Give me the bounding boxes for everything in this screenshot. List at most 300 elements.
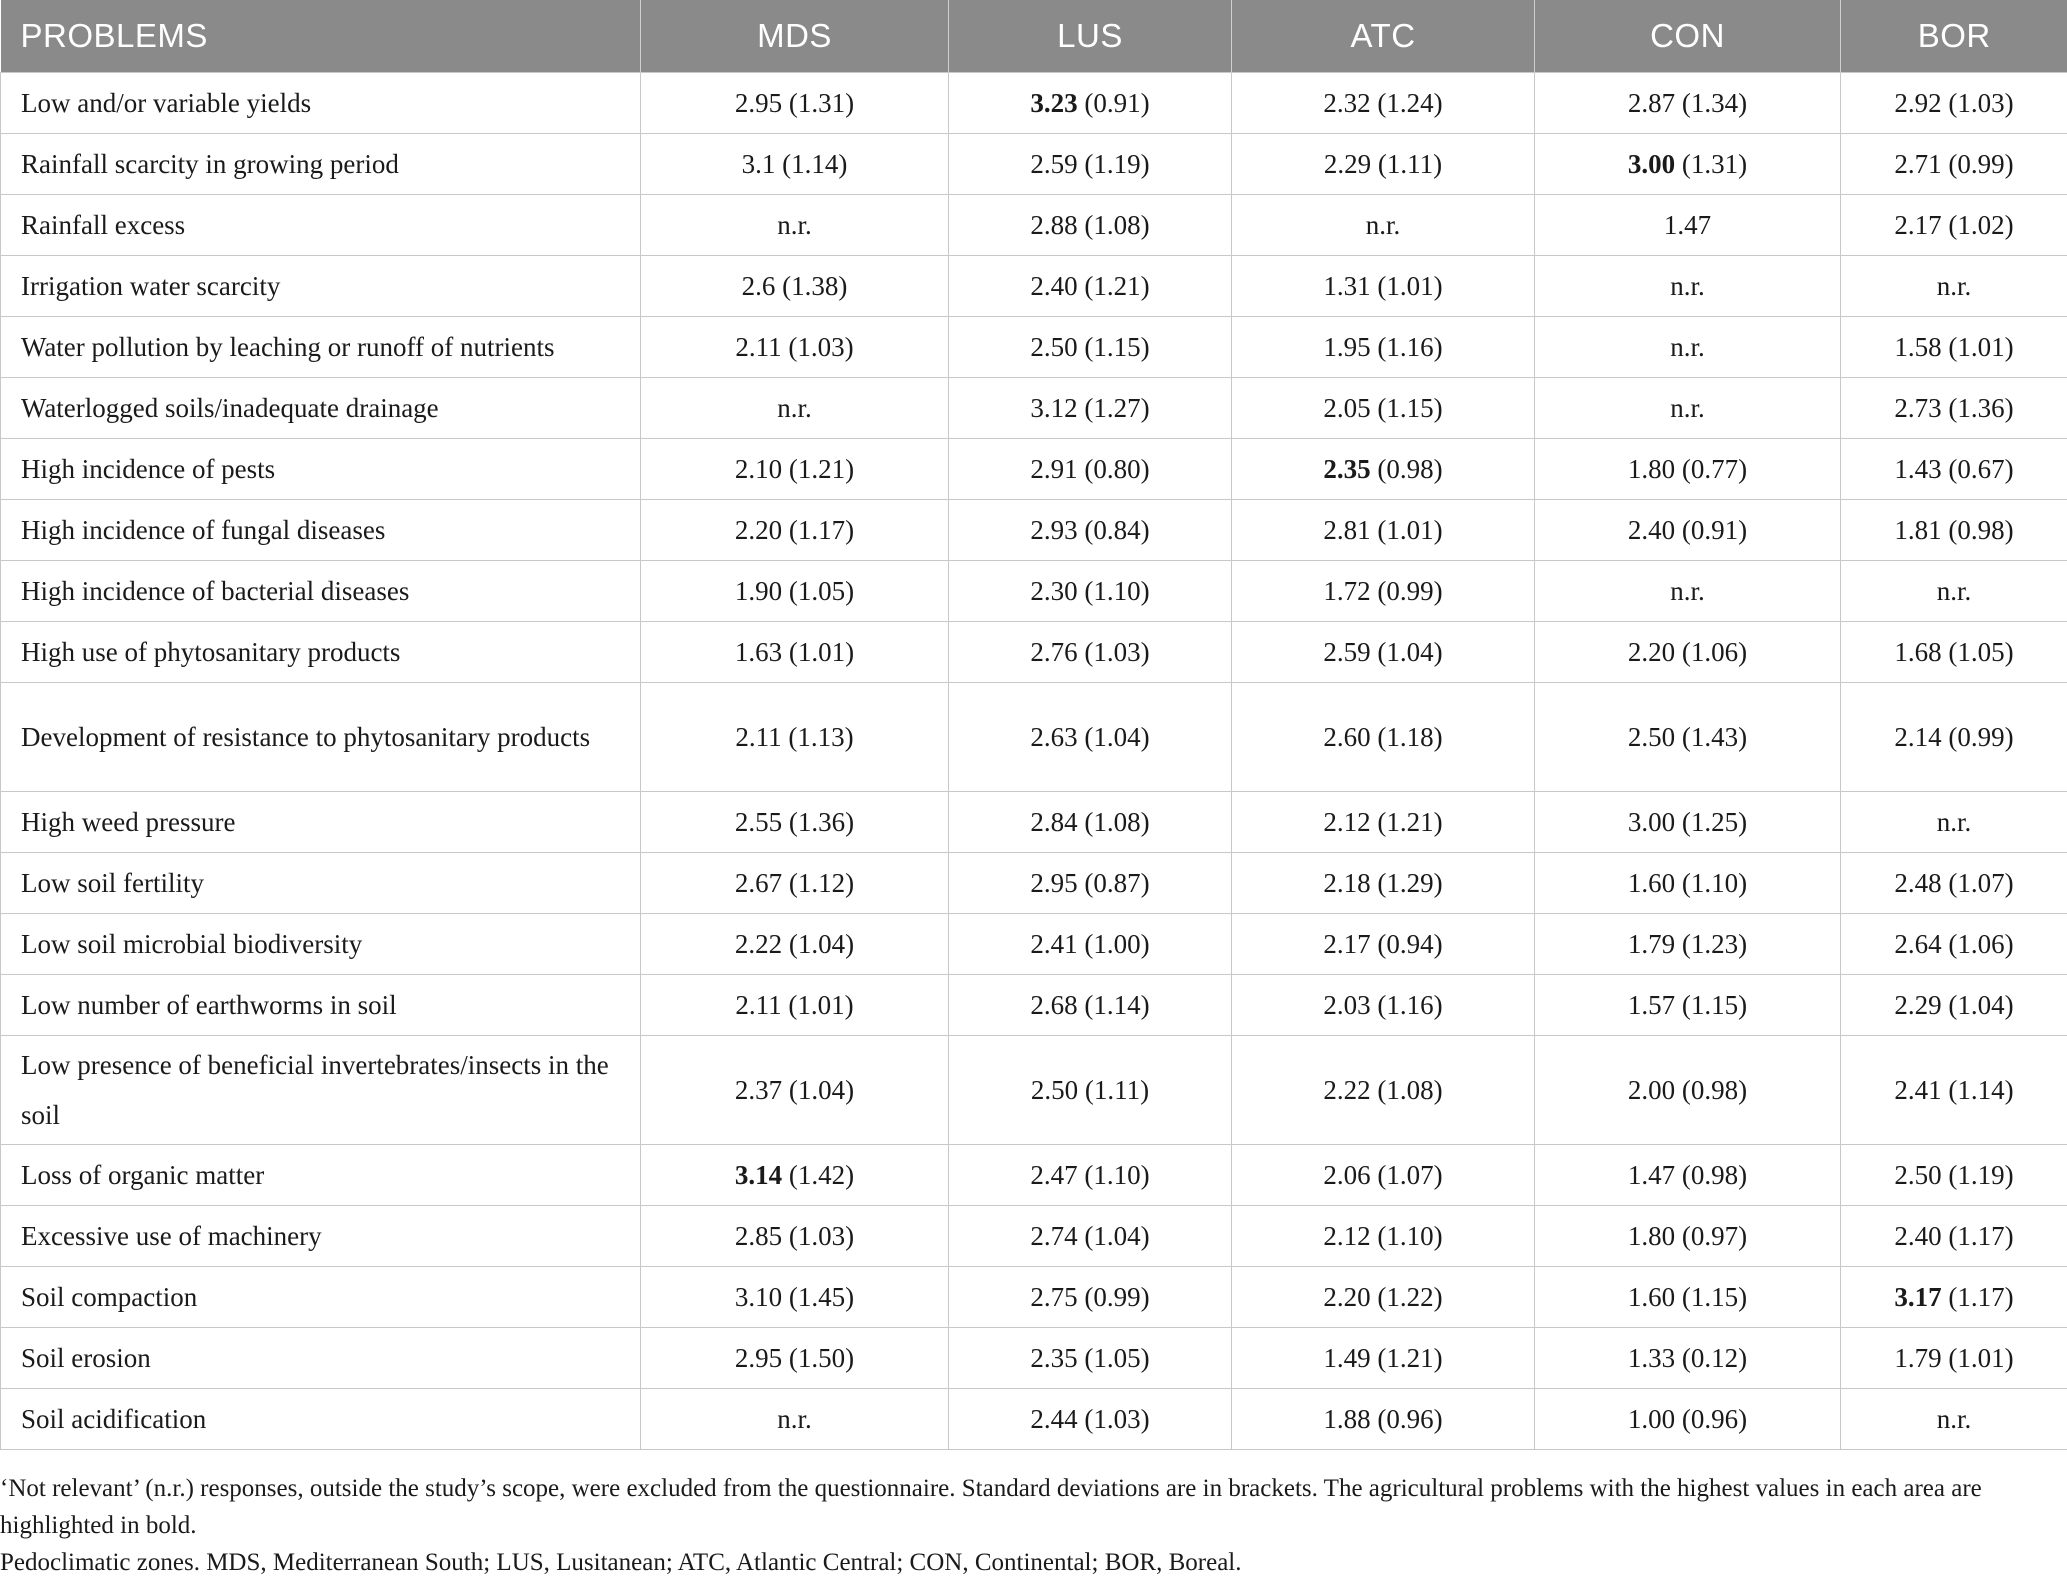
table-row: [1, 1389, 2067, 1450]
value-cell: [1535, 439, 1841, 500]
value-cell: [1535, 1145, 1841, 1206]
mean-value: n.r.: [777, 210, 812, 240]
sd-value: (1.04): [1948, 990, 2014, 1020]
sd-value: (0.98): [1948, 515, 2014, 545]
value-cell: [1535, 1036, 1841, 1145]
mean-value: 1.49: [1323, 1343, 1371, 1373]
value-cell: [949, 500, 1232, 561]
mean-value: 1.57: [1627, 990, 1676, 1020]
sd-value: (0.98): [1377, 454, 1443, 484]
mean-value: 1.80: [1627, 454, 1676, 484]
sd-value: (1.21): [1084, 271, 1150, 301]
column-header-con: CON: [1535, 0, 1841, 73]
mean-value: 1.80: [1627, 1221, 1676, 1251]
value-cell: [641, 500, 949, 561]
value-cell: [949, 195, 1232, 256]
sd-value: (1.27): [1084, 393, 1150, 423]
mean-value: 3.00: [1627, 807, 1676, 837]
value-cell: [1841, 792, 2067, 853]
mean-value: n.r.: [1670, 576, 1705, 606]
value-cell: [1232, 1145, 1535, 1206]
sd-value: (1.08): [1377, 1075, 1443, 1105]
value-cell: [1232, 1328, 1535, 1389]
value-cell: [1232, 792, 1535, 853]
value-cell: [1232, 914, 1535, 975]
value-cell: [1535, 317, 1841, 378]
sd-value: (1.03): [788, 1221, 855, 1251]
mean-value: 1.33: [1627, 1343, 1676, 1373]
table-row: [1, 73, 2067, 134]
problem-cell: High incidence of fungal diseases: [1, 500, 641, 561]
value-cell: [949, 1206, 1232, 1267]
sd-value: (1.01): [788, 637, 855, 667]
sd-value: (1.31): [788, 88, 855, 118]
mean-value: 2.40: [1627, 515, 1676, 545]
mean-value: 2.05: [1323, 393, 1371, 423]
value-cell: [949, 378, 1232, 439]
mean-value: n.r.: [1936, 576, 1972, 606]
table-row: [1, 792, 2067, 853]
problem-cell: Water pollution by leaching or runoff of nutrients: [1, 317, 641, 378]
mean-value: 1.88: [1323, 1404, 1371, 1434]
value-cell: [1535, 195, 1841, 256]
table-row: [1, 1267, 2067, 1328]
mean-value: 2.29: [1894, 990, 1942, 1020]
sd-value: (1.11): [1084, 1075, 1150, 1105]
sd-value: (1.11): [1377, 149, 1443, 179]
mean-value: n.r.: [1670, 271, 1705, 301]
sd-value: (1.01): [1948, 1343, 2014, 1373]
value-cell: [1841, 622, 2067, 683]
mean-value: 2.74: [1030, 1221, 1078, 1251]
mean-value: 2.22: [734, 929, 783, 959]
mean-value: 2.50: [1627, 722, 1676, 752]
sd-value: (0.98): [1681, 1160, 1748, 1190]
header-row: [1, 0, 2067, 73]
sd-value: (1.07): [1948, 868, 2014, 898]
value-cell: [1232, 256, 1535, 317]
mean-value: 3.1: [741, 149, 776, 179]
mean-value: n.r.: [777, 1404, 812, 1434]
sd-value: (1.17): [788, 515, 855, 545]
sd-value: (1.38): [782, 271, 848, 301]
sd-value: (0.94): [1377, 929, 1443, 959]
value-cell: [641, 622, 949, 683]
value-cell: [1535, 378, 1841, 439]
problem-cell: Waterlogged soils/inadequate drainage: [1, 378, 641, 439]
value-cell: [641, 1328, 949, 1389]
value-cell: [949, 73, 1232, 134]
sd-value: (1.15): [1084, 332, 1150, 362]
sd-value: (1.15): [1681, 990, 1748, 1020]
value-cell: [949, 317, 1232, 378]
mean-value: 2.92: [1894, 88, 1942, 118]
sd-value: (1.17): [1948, 1282, 2014, 1312]
mean-value: 2.10: [734, 454, 783, 484]
value-cell: [949, 853, 1232, 914]
problem-cell: Excessive use of machinery: [1, 1206, 641, 1267]
value-cell: [949, 914, 1232, 975]
mean-value: 2.85: [734, 1221, 783, 1251]
sd-value: (1.05): [1084, 1343, 1150, 1373]
value-cell: [1535, 256, 1841, 317]
value-cell: [949, 792, 1232, 853]
value-cell: [949, 1267, 1232, 1328]
sd-value: (1.14): [782, 149, 848, 179]
value-cell: [1535, 1267, 1841, 1328]
value-cell: [1232, 1267, 1535, 1328]
table-header: [1, 0, 2067, 73]
value-cell: [641, 195, 949, 256]
value-cell: [641, 975, 949, 1036]
value-cell: [1535, 1206, 1841, 1267]
sd-value: (1.01): [1377, 271, 1443, 301]
footnote: ‘Not relevant’ (n.r.) responses, outside the study’s scope, were excluded from the questionnaire. Standard deviations are in brackets. The agricultural problems with the highest values in each area are highlighted in bold.: [0, 1475, 1982, 1539]
sd-value: (1.21): [788, 454, 855, 484]
table-row: [1, 378, 2067, 439]
value-cell: [1535, 1389, 1841, 1450]
sd-value: (1.03): [788, 332, 854, 362]
sd-value: (0.77): [1681, 454, 1748, 484]
value-cell: [949, 134, 1232, 195]
sd-value: (1.06): [1948, 929, 2014, 959]
sd-value: (1.42): [788, 1160, 855, 1190]
sd-value: (0.99): [1948, 149, 2014, 179]
value-cell: [1841, 1036, 2067, 1145]
mean-value: 2.35: [1323, 454, 1371, 484]
value-cell: [1232, 73, 1535, 134]
value-cell: [1841, 439, 2067, 500]
value-cell: [1232, 1206, 1535, 1267]
mean-value: 2.11: [735, 332, 782, 362]
mean-value: 2.93: [1030, 515, 1078, 545]
table-row: [1, 1036, 2067, 1145]
mean-value: n.r.: [1365, 210, 1401, 240]
sd-value: (1.36): [788, 807, 855, 837]
value-cell: [1232, 853, 1535, 914]
value-cell: [949, 439, 1232, 500]
problem-cell: Low presence of beneficial invertebrates/insects in the soil: [1, 1036, 641, 1145]
value-cell: [1232, 1036, 1535, 1145]
value-cell: [641, 853, 949, 914]
sd-value: (0.97): [1681, 1221, 1748, 1251]
mean-value: 3.12: [1030, 393, 1078, 423]
sd-value: (0.84): [1084, 515, 1150, 545]
mean-value: n.r.: [1936, 807, 1972, 837]
value-cell: [1232, 683, 1535, 792]
column-header-bor: BOR: [1841, 0, 2067, 73]
mean-value: 2.64: [1894, 929, 1942, 959]
mean-value: 2.59: [1030, 149, 1078, 179]
value-cell: [641, 317, 949, 378]
sd-value: (1.43): [1681, 722, 1748, 752]
value-cell: [641, 1206, 949, 1267]
value-cell: [1841, 561, 2067, 622]
value-cell: [1535, 561, 1841, 622]
table-row: [1, 914, 2067, 975]
mean-value: 2.11: [735, 722, 782, 752]
problem-cell: Soil erosion: [1, 1328, 641, 1389]
mean-value: 2.14: [1894, 722, 1942, 752]
value-cell: [1841, 1145, 2067, 1206]
sd-value: (1.13): [788, 722, 854, 752]
sd-value: (1.17): [1948, 1221, 2014, 1251]
value-cell: [1535, 792, 1841, 853]
table-row: [1, 1145, 2067, 1206]
sd-value: (0.67): [1948, 454, 2014, 484]
table-row: [1, 1206, 2067, 1267]
sd-value: (1.19): [1084, 149, 1150, 179]
mean-value: n.r.: [1670, 332, 1705, 362]
sd-value: (1.04): [1084, 1221, 1150, 1251]
mean-value: 2.12: [1323, 1221, 1371, 1251]
mean-value: 2.88: [1030, 210, 1078, 240]
sd-value: (1.29): [1377, 868, 1443, 898]
mean-value: 2.37: [734, 1075, 783, 1105]
sd-value: (1.04): [1084, 722, 1150, 752]
sd-value: (1.04): [788, 1075, 855, 1105]
mean-value: n.r.: [777, 393, 812, 423]
sd-value: (1.21): [1377, 807, 1443, 837]
value-cell: [1535, 914, 1841, 975]
mean-value: 1.58: [1894, 332, 1942, 362]
value-cell: [1841, 256, 2067, 317]
value-cell: [641, 134, 949, 195]
sd-value: (1.06): [1681, 637, 1748, 667]
sd-value: (1.36): [1948, 393, 2014, 423]
sd-value: (1.10): [1084, 1160, 1150, 1190]
value-cell: [641, 378, 949, 439]
value-cell: [641, 1389, 949, 1450]
mean-value: 3.10: [734, 1282, 783, 1312]
sd-value: (1.04): [788, 929, 855, 959]
sd-value: (1.16): [1377, 332, 1443, 362]
mean-value: 2.95: [734, 88, 783, 118]
mean-value: 2.29: [1323, 149, 1372, 179]
value-cell: [1232, 195, 1535, 256]
sd-value: (1.19): [1948, 1160, 2014, 1190]
sd-value: (1.01): [1948, 332, 2014, 362]
mean-value: n.r.: [1670, 393, 1705, 423]
mean-value: 2.71: [1894, 149, 1942, 179]
problem-cell: Rainfall scarcity in growing period: [1, 134, 641, 195]
value-cell: [1841, 500, 2067, 561]
sd-value: (1.23): [1681, 929, 1748, 959]
value-cell: [1535, 853, 1841, 914]
mean-value: 2.95: [1030, 868, 1078, 898]
sd-value: (1.01): [788, 990, 854, 1020]
mean-value: 2.84: [1030, 807, 1078, 837]
sd-value: (0.98): [1681, 1075, 1748, 1105]
sd-value: (1.10): [1681, 868, 1748, 898]
mean-value: 2.68: [1030, 990, 1078, 1020]
mean-value: n.r.: [1936, 1404, 1972, 1434]
sd-value: (0.96): [1681, 1404, 1748, 1434]
sd-value: (1.15): [1377, 393, 1443, 423]
value-cell: [1232, 975, 1535, 1036]
mean-value: 2.50: [1894, 1160, 1942, 1190]
mean-value: 1.00: [1627, 1404, 1676, 1434]
mean-value: 2.91: [1030, 454, 1078, 484]
mean-value: 2.76: [1030, 637, 1078, 667]
value-cell: [641, 256, 949, 317]
problem-cell: High incidence of bacterial diseases: [1, 561, 641, 622]
problem-cell: Rainfall excess: [1, 195, 641, 256]
sd-value: (0.99): [1377, 576, 1443, 606]
mean-value: 2.00: [1627, 1075, 1676, 1105]
value-cell: [1535, 683, 1841, 792]
sd-value: (1.24): [1377, 88, 1443, 118]
sd-value: (1.10): [1377, 1221, 1443, 1251]
value-cell: [1841, 378, 2067, 439]
mean-value: 2.35: [1030, 1343, 1078, 1373]
sd-value: (1.07): [1377, 1160, 1443, 1190]
value-cell: [641, 73, 949, 134]
value-cell: [949, 1389, 1232, 1450]
sd-value: (0.87): [1084, 868, 1150, 898]
sd-value: (1.05): [788, 576, 855, 606]
sd-value: (1.50): [788, 1343, 855, 1373]
mean-value: 1.47: [1627, 1160, 1676, 1190]
value-cell: [641, 1145, 949, 1206]
mean-value: 2.75: [1030, 1282, 1078, 1312]
mean-value: 2.63: [1030, 722, 1078, 752]
mean-value: 2.44: [1030, 1404, 1078, 1434]
mean-value: 2.06: [1323, 1160, 1371, 1190]
column-header-atc: ATC: [1232, 0, 1535, 73]
column-header-lus: LUS: [949, 0, 1232, 73]
column-header-problems: PROBLEMS: [1, 0, 641, 73]
mean-value: 2.60: [1323, 722, 1371, 752]
value-cell: [1232, 500, 1535, 561]
value-cell: [641, 439, 949, 500]
sd-value: (1.14): [1948, 1075, 2014, 1105]
table-row: [1, 195, 2067, 256]
mean-value: 2.20: [1323, 1282, 1371, 1312]
mean-value: 3.14: [734, 1160, 783, 1190]
problem-cell: Low and/or variable yields: [1, 73, 641, 134]
mean-value: 2.50: [1030, 332, 1078, 362]
value-cell: [949, 975, 1232, 1036]
mean-value: 2.20: [734, 515, 783, 545]
problem-cell: Loss of organic matter: [1, 1145, 641, 1206]
sd-value: (1.22): [1377, 1282, 1443, 1312]
table-row: [1, 500, 2067, 561]
mean-value: 1.81: [1894, 515, 1942, 545]
value-cell: [949, 622, 1232, 683]
mean-value: 2.11: [735, 990, 782, 1020]
mean-value: 2.40: [1894, 1221, 1942, 1251]
value-cell: [1841, 1389, 2067, 1450]
sd-value: (1.00): [1084, 929, 1150, 959]
value-cell: [1841, 914, 2067, 975]
mean-value: 1.47: [1663, 210, 1712, 240]
value-cell: [1232, 561, 1535, 622]
value-cell: [1232, 1389, 1535, 1450]
value-cell: [1841, 134, 2067, 195]
mean-value: 2.17: [1323, 929, 1371, 959]
table-row: [1, 561, 2067, 622]
problem-cell: Low soil microbial biodiversity: [1, 914, 641, 975]
sd-value: (1.01): [1377, 515, 1443, 545]
sd-value: (0.99): [1948, 722, 2014, 752]
sd-value: (1.21): [1377, 1343, 1443, 1373]
table-body: [1, 73, 2067, 1450]
value-cell: [641, 1036, 949, 1145]
value-cell: [1841, 975, 2067, 1036]
value-cell: [1841, 195, 2067, 256]
abbreviations-note: Pedoclimatic zones. MDS, Mediterranean South; LUS, Lusitanean; ATC, Atlantic Central; CON, Continental; BOR, Boreal.: [0, 1549, 1242, 1576]
value-cell: [1232, 378, 1535, 439]
mean-value: 1.60: [1627, 1282, 1676, 1312]
sd-value: (1.14): [1084, 990, 1150, 1020]
sd-value: (0.80): [1084, 454, 1150, 484]
mean-value: 2.30: [1030, 576, 1078, 606]
mean-value: 1.43: [1894, 454, 1942, 484]
mean-value: 2.40: [1030, 271, 1078, 301]
mean-value: 2.73: [1894, 393, 1942, 423]
sd-value: (1.03): [1084, 637, 1150, 667]
value-cell: [641, 683, 949, 792]
value-cell: [1841, 317, 2067, 378]
value-cell: [641, 792, 949, 853]
table-row: [1, 853, 2067, 914]
mean-value: 2.87: [1627, 88, 1676, 118]
value-cell: [949, 561, 1232, 622]
mean-value: 1.31: [1323, 271, 1371, 301]
mean-value: 3.00: [1627, 149, 1676, 179]
table-row: [1, 622, 2067, 683]
value-cell: [641, 914, 949, 975]
value-cell: [949, 1328, 1232, 1389]
problem-cell: Development of resistance to phytosanitary products: [1, 683, 641, 792]
value-cell: [949, 256, 1232, 317]
mean-value: 3.17: [1894, 1282, 1942, 1312]
sd-value: (1.45): [788, 1282, 855, 1312]
problem-cell: Low number of earthworms in soil: [1, 975, 641, 1036]
mean-value: 1.95: [1323, 332, 1371, 362]
mean-value: 2.03: [1323, 990, 1371, 1020]
mean-value: 2.41: [1894, 1075, 1942, 1105]
value-cell: [1535, 1328, 1841, 1389]
mean-value: 2.6: [741, 271, 776, 301]
mean-value: n.r.: [1936, 271, 1972, 301]
column-header-mds: MDS: [641, 0, 949, 73]
sd-value: (1.05): [1948, 637, 2014, 667]
problem-cell: Low soil fertility: [1, 853, 641, 914]
table-row: [1, 317, 2067, 378]
value-cell: [1841, 1206, 2067, 1267]
value-cell: [1535, 73, 1841, 134]
value-cell: [1535, 500, 1841, 561]
mean-value: 2.12: [1323, 807, 1371, 837]
problem-cell: Soil acidification: [1, 1389, 641, 1450]
problem-cell: High incidence of pests: [1, 439, 641, 500]
mean-value: 2.81: [1323, 515, 1371, 545]
problem-cell: High weed pressure: [1, 792, 641, 853]
sd-value: (1.25): [1681, 807, 1748, 837]
value-cell: [1841, 73, 2067, 134]
value-cell: [949, 1036, 1232, 1145]
sd-value: (0.96): [1377, 1404, 1443, 1434]
sd-value: (1.34): [1681, 88, 1748, 118]
mean-value: 2.20: [1627, 637, 1676, 667]
sd-value: (1.03): [1948, 88, 2014, 118]
table-row: [1, 1328, 2067, 1389]
sd-value: (1.08): [1084, 210, 1150, 240]
value-cell: [1841, 1267, 2067, 1328]
sd-value: (1.10): [1084, 576, 1150, 606]
